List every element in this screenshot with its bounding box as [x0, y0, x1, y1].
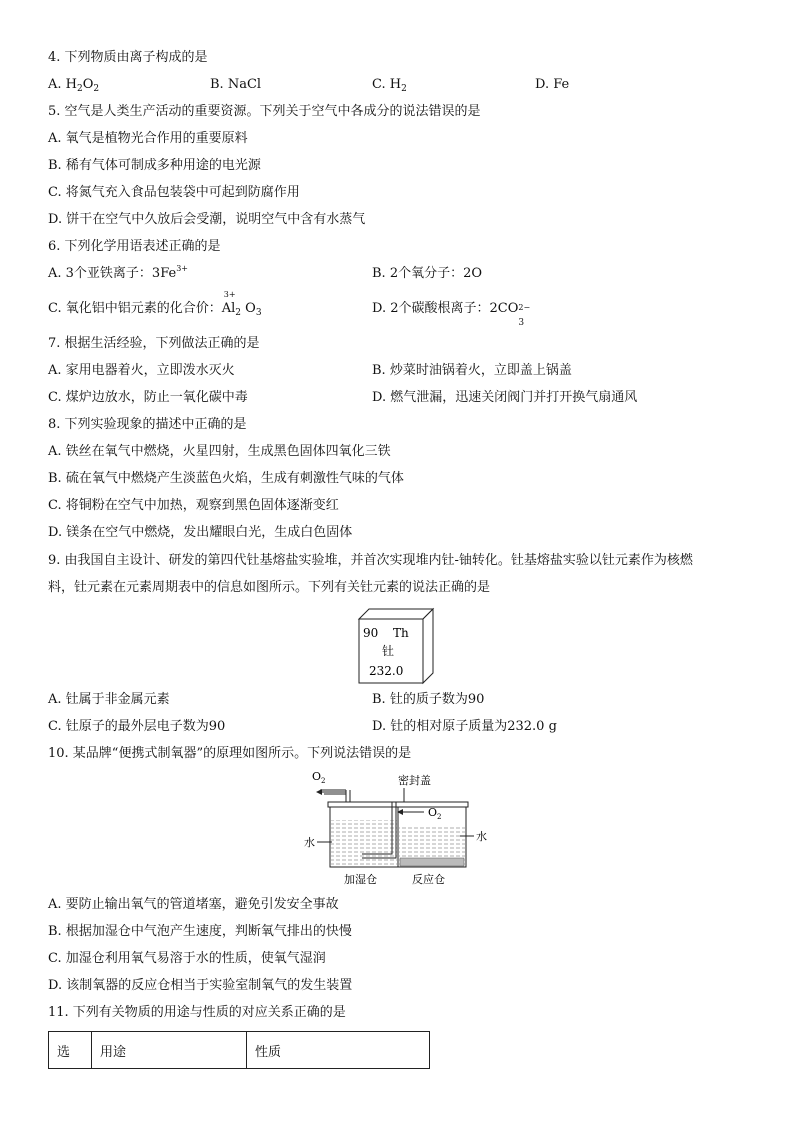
q10-option-d: D. 该制氧器的反应仓相当于实验室制氧气的发生装置 — [48, 978, 353, 993]
q10-option-b: B. 根据加湿仓中气泡产生速度，判断氧气排出的快慢 — [48, 924, 352, 939]
q7-option-b: B. 炒菜时油锅着火，立即盖上锅盖 — [372, 363, 572, 378]
element-symbol: Th — [393, 626, 409, 640]
q8-option-a: A. 铁丝在氧气中燃烧，火星四射，生成黑色固体四氧化三铁 — [48, 444, 391, 459]
q4-stem: 4. 下列物质由离子构成的是 — [48, 50, 208, 65]
q7-option-a: A. 家用电器着火，立即泼水灭火 — [48, 363, 235, 378]
table-header-cell: 性质 — [247, 1032, 430, 1069]
atomic-number: 90 — [363, 626, 379, 640]
q8-stem: 8. 下列实验现象的描述中正确的是 — [48, 417, 247, 432]
q6-stem: 6. 下列化学用语表述正确的是 — [48, 239, 221, 254]
q8-option-d: D. 镁条在空气中燃烧，发出耀眼白光，生成白色固体 — [48, 525, 353, 540]
aluminium-valence-notation: 3+ Al — [221, 290, 236, 316]
sealing-lid — [328, 802, 468, 807]
humidifier-water — [331, 820, 397, 866]
q4-option-b: B. NaCl — [210, 77, 262, 92]
q5-option-a: A. 氧气是植物光合作用的重要原料 — [48, 131, 248, 146]
lid-label: 密封盖 — [398, 774, 431, 787]
table-header-cell: 选 — [49, 1032, 92, 1069]
q5-option-b: B. 稀有气体可制成多种用途的电光源 — [48, 158, 261, 173]
thorium-element-cell — [355, 605, 437, 687]
q4-option-a: A. $H_2O_2$ — [48, 77, 100, 94]
reactor-granules — [400, 858, 464, 866]
water-right-label: 水 — [476, 830, 487, 843]
q7-stem: 7. 根据生活经验，下列做法正确的是 — [48, 336, 260, 351]
humidifier-label: 加湿仓 — [344, 873, 377, 886]
q8-option-b: B. 硫在氧气中燃烧产生淡蓝色火焰，生成有刺激性气味的气体 — [48, 471, 404, 486]
cell-top-face — [359, 609, 433, 619]
table-header-cell: 用途 — [92, 1032, 247, 1069]
q6-option-d: D. 2个碳酸根离子：2CO 2− 3 — [372, 301, 531, 328]
q6-option-a: A. 3个亚铁离子：$3Fe^{3+}$ — [48, 264, 188, 281]
o2-input-label: $O_2$ — [428, 806, 442, 821]
o2-output-label: $O_2$ — [312, 770, 326, 785]
q5-stem: 5. 空气是人类生产活动的重要资源。下列关于空气中各成分的说法错误的是 — [48, 104, 481, 119]
q5-option-d: D. 饼干在空气中久放后会受潮，说明空气中含有水蒸气 — [48, 212, 366, 227]
q6-option-b: B. 2个氧分子：2O — [372, 266, 483, 281]
q7-option-d: D. 燃气泄漏，迅速关闭阀门并打开换气扇通风 — [372, 390, 638, 405]
q4-option-c: C. $H_2$ — [372, 77, 407, 94]
q4-option-d: D. Fe — [535, 77, 570, 92]
q8-option-c: C. 将铜粉在空气中加热，观察到黑色固体逐渐变红 — [48, 498, 339, 513]
q5-option-c: C. 将氮气充入食品包装袋中可起到防腐作用 — [48, 185, 300, 200]
element-name: 钍 — [382, 644, 395, 658]
q9-option-c: C. 钍原子的最外层电子数为90 — [48, 719, 226, 734]
q9-stem-line2: 料，钍元素在元素周期表中的信息如图所示。下列有关钍元素的说法正确的是 — [48, 580, 491, 595]
q9-option-d: D. 钍的相对原子质量为232.0 g — [372, 719, 557, 734]
q11-table — [48, 1031, 430, 1069]
atomic-mass: 232.0 — [369, 664, 404, 678]
reactor-label: 反应仓 — [412, 873, 445, 886]
q10-option-c: C. 加湿仓利用氧气易溶于水的性质，使氧气湿润 — [48, 951, 326, 966]
q9-stem-line1: 9. 由我国自主设计、研发的第四代钍基熔盐实验堆，并首次实现堆内钍-铀转化。钍基熔盐实验以钍元素作为核燃 — [48, 553, 693, 568]
q6-option-c: C. 氧化铝中铝元素的化合价： 3+ $Al_2$ $O_3$ — [48, 290, 262, 318]
table-header-row — [49, 1032, 430, 1069]
q10-stem: 10. 某品牌“便携式制氧器”的原理如图所示。下列说法错误的是 — [48, 746, 412, 761]
cell-side-face — [423, 609, 433, 683]
q11-stem: 11. 下列有关物质的用途与性质的对应关系正确的是 — [48, 1005, 346, 1020]
oxygen-generator-diagram — [300, 766, 500, 890]
water-left-label: 水 — [304, 836, 315, 849]
q10-option-a: A. 要防止输出氧气的管道堵塞，避免引发安全事故 — [48, 897, 339, 912]
q9-option-a: A. 钍属于非金属元素 — [48, 692, 170, 707]
q7-option-c: C. 煤炉边放水，防止一氧化碳中毒 — [48, 390, 248, 405]
q9-option-b: B. 钍的质子数为90 — [372, 692, 485, 707]
